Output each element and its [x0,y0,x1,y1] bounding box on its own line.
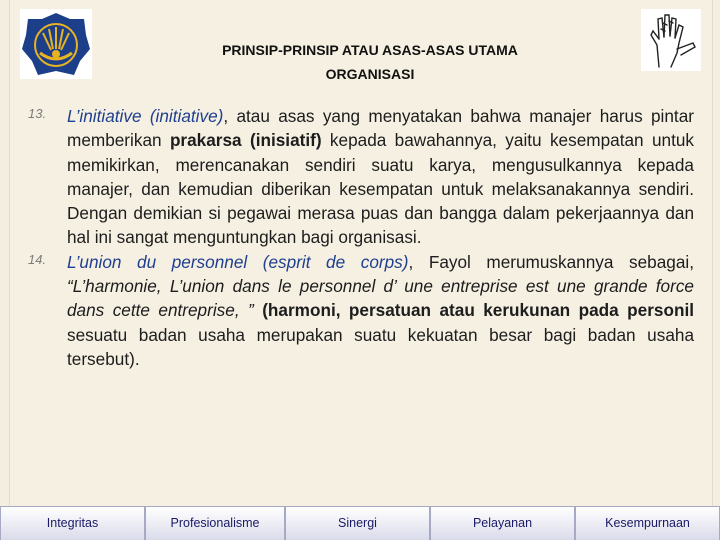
tab-integritas[interactable]: Integritas [0,506,145,540]
slide-title-line-1: PRINSIP-PRINSIP ATAU ASAS-ASAS UTAMA [222,42,518,58]
paragraph-text: kepada bawahannya, yaitu kesempatan untuk memikirkan, merencanakan sendiri suatu karya, mengusulkannya kepada manajer, dan kemudian diberikan kesempatan untuk melaksanakannya sendiri. Dengan demikian si pegawai merasa puas dan bangga dalam pekerjaannya dan hal ini sangat menguntungkan bagi organisasi. [67,130,694,248]
tab-profesionalisme[interactable]: Profesionalisme [145,506,285,540]
slide-content [28,104,694,371]
hand-sketch-icon [641,9,701,71]
emphasis-text: (harmoni, persatuan atau kerukunan pada personil [262,300,694,321]
tab-sinergi[interactable]: Sinergi [285,506,430,540]
slide-title-line-2: ORGANISASI [325,66,415,82]
list-item-number: 13. [28,106,47,121]
footer-tabs [0,506,720,540]
emphasis-text: prakarsa (inisiatif) [169,130,322,151]
list-item-number: 14. [28,251,47,267]
list-item-text [67,250,694,371]
french-quote: “L’harmonie, L’union dans le personnel d’ une entreprise est une grande force dans cette entreprise, ” [67,276,694,321]
principle-term: L’initiative (initiative) [67,106,224,126]
paragraph-text: sesuatu badan usaha merupakan suatu kekuatan besar bagi badan usaha tersebut). [67,324,694,369]
list-item [28,250,694,371]
ministry-emblem-logo [20,9,92,79]
paragraph-text: , Fayol merumuskannya sebagai, [408,251,694,272]
paragraph-text: , atau asas yang menyatakan bahwa manajer harus pintar memberikan [67,106,694,151]
principle-term: L’union du personnel (esprit de corps) [67,251,409,272]
tab-kesempurnaan[interactable]: Kesempurnaan [575,506,720,540]
list-item [28,104,694,250]
slide-title [130,38,610,86]
tab-pelayanan[interactable]: Pelayanan [430,506,575,540]
list-item-text [67,104,694,250]
